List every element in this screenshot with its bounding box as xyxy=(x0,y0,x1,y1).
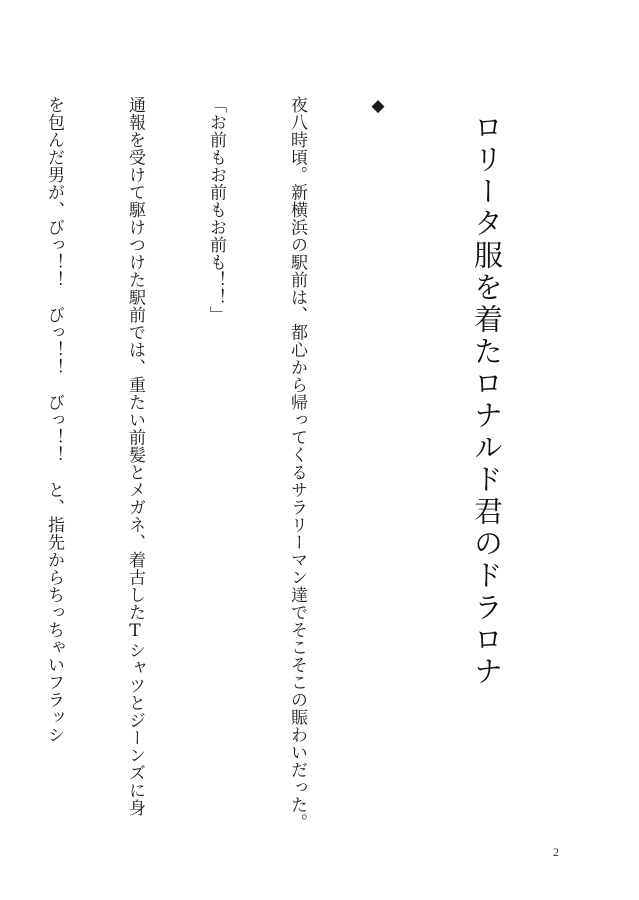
body-line: 通報を受けて駆けつけた駅前では、重たい前髪とメガネ、着古したTシャツとジーンズに身 xyxy=(125,96,145,817)
body-line: ◆ xyxy=(368,96,388,117)
vertical-text-body xyxy=(0,96,569,856)
body-line: 「お前もお前もお前も！！」 xyxy=(206,96,226,324)
document-title: ロリータ服を着たロナルド君のドラロナ xyxy=(470,112,504,688)
body-line: 夜八時頃。新横浜の駅前は、都心から帰ってくるサラリーマン達でそこそこの賑わいだった。 xyxy=(287,96,307,831)
body-line: を包んだ男が、びっ！！ びっ！！ びっ！！ と、指先からちっちゃいフラッシ xyxy=(44,96,64,744)
page-number: 2 xyxy=(553,845,559,859)
